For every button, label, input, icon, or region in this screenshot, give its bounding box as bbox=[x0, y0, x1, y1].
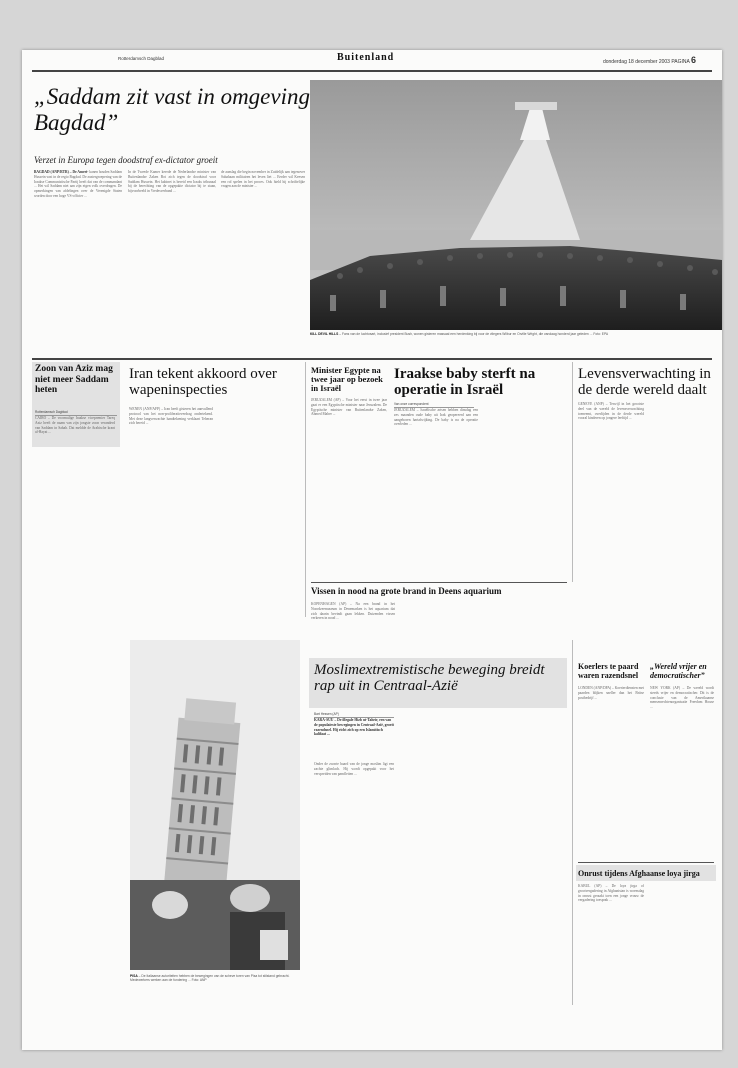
moslim-body-1: Onder de zwarte baard van de jonge moslim ligt een zachte glimlach. Hij wordt opgepakt voor het verspreiden van pamfletten ... bbox=[314, 762, 394, 776]
vissen-body-3 bbox=[488, 602, 568, 652]
pisa-tower-image bbox=[130, 640, 300, 970]
aziz-headline: Zoon van Aziz mag niet meer Saddam heten bbox=[35, 364, 113, 395]
wright-photo-caption bbox=[310, 332, 715, 348]
divider bbox=[305, 362, 306, 617]
lead-deck: Verzet in Europa tegen doodstraf ex-dictator groeit bbox=[34, 155, 218, 165]
vrijer-headline: „Wereld vrijer en democratischer” bbox=[650, 662, 707, 680]
levens-body-2 bbox=[650, 402, 714, 582]
lead-column-3: de aanslag die begin november in Zuidelijk aan tegenover Sabahaan militairen het leven liet ... Eerder wil Keesen een rol spelen in het proces. Ook hield hij schriftelijke vragen aan de minister ... bbox=[221, 170, 305, 189]
baby-kicker: Van onze correspondent bbox=[394, 402, 474, 408]
koerlers-headline: Koerlers te paard waren razendsnel bbox=[578, 662, 639, 680]
aziz-kicker: Rotterdamsch Dagblad bbox=[35, 410, 117, 416]
caption-credit: Foto: ANP bbox=[191, 978, 207, 983]
page-header bbox=[22, 50, 722, 70]
baby-headline: Iraakse baby sterft na operatie in Israël bbox=[394, 366, 536, 398]
lead-dateline: BAGDAD (ANP/RTR) – De Ameri- bbox=[34, 170, 89, 174]
divider bbox=[572, 362, 573, 582]
divider bbox=[578, 862, 714, 863]
lead-column-2: In de Tweede Kamer keerde de Nederlandse minister van Buitenlandse Zaken Bot zich tegen de doodstraf voor Saddam Hussein. Het kabinet is bereid een Iraaks tribunaal bij de berechting van de opgepakte dictator bij te staan, bijvoorbeeld in Vredesverband ... bbox=[128, 170, 216, 194]
egypte-headline: Minister Egypte na twee jaar op bezoek in Israël bbox=[311, 365, 383, 393]
issue-date: donderdag 18 december 2003 bbox=[602, 59, 670, 65]
page-info bbox=[603, 55, 696, 65]
vissen-body-2 bbox=[400, 602, 484, 652]
aziz-body: CAIRO – De voormalige Iraakse vicepremier Tareq Aziz heeft de naam van zijn jongste zoon veranderd van Saddam in Sabah. Dat meldde de Arabische krant al-Hayat ... bbox=[35, 416, 115, 435]
divider bbox=[311, 582, 567, 583]
caption-text: – Fans van de luchtvaart, inclusief president Bush, wonen gisteren massaal een herdenking bij voor de vliegers Wilbur en Orville Wright, die vandaag honderd jaar geleden ... bbox=[339, 332, 593, 336]
moslim-body-3 bbox=[483, 718, 565, 1002]
baby-body-2 bbox=[483, 408, 567, 578]
vissen-headline: Vissen in nood na grote brand in Deens aquarium bbox=[311, 586, 502, 596]
koerlers-body: LONDEN (ANP/DPA) – Koerierdiensten met paarden blijken sneller dan het Britse postbedrijf ... bbox=[578, 686, 644, 700]
divider bbox=[572, 640, 573, 1005]
moslim-lede: KARA-SUU – De illegale Hizb ut-Tahrir, een van de populairste bewegingen in Centraal-Azië, groeit razendsnel. Hij richt zich op een Islamitisch kalifaat ... bbox=[314, 718, 394, 737]
caption-credit: Foto: EPA bbox=[593, 332, 609, 336]
egypte-body: JERUZALEM (AP) – Voor het eerst in twee jaar gaat er een Egyptische minister naar Jeruzalem. De Egyptische minister van Buitenlandse Zaken, Ahmed Maher ... bbox=[311, 398, 387, 417]
page-number: 6 bbox=[690, 55, 696, 65]
lead-text-1: kanen houden Saddam Hussein vast in de regio Bagdad. De zustergroepering van de Iraakse Communistische Partij heeft dat van de commandant ... Het wil Saddam niet aan zijn eigen volk overdragen. De opmerkingen van afdelingen over de Verenigde Staten worden door een hoge VS-officier ... bbox=[34, 170, 122, 198]
wright-monument-photo bbox=[310, 80, 722, 330]
lower-section-rule bbox=[32, 358, 712, 360]
paper-name: Rotterdamsch Dagblad bbox=[118, 56, 165, 61]
vrijer-body: NEW YORK (AP) – De wereld wordt steeds vrijer en democratischer. Dit is de conclusie van de Amerikaanse mensenrechtenorganisatie Freedom House ... bbox=[650, 686, 714, 710]
moslim-kicker: Bart Hessen (AP) bbox=[314, 712, 394, 718]
levens-body-1: GENEVE (ANP) – Terwijl in het grootste deel van de wereld de levensverwachting toeneemt, overlijden in de derde wereld vooral kinderen op jongere leeftijd ... bbox=[578, 402, 644, 421]
caption-label: PISA bbox=[130, 974, 138, 978]
page-label: PAGINA bbox=[671, 59, 690, 65]
pisa-photo bbox=[130, 640, 300, 970]
lead-headline: „Saddam zit vast in omgeving Bagdad” bbox=[34, 84, 310, 135]
iran-body-2 bbox=[218, 407, 302, 542]
iran-body-1: WENEN (ANP/AFP) – Iran heeft gisteren het aanvullend protocol van het non-proliferatieverdrag ondertekend. Met deze langverwachte handtekening verklaart Teheran zich bereid ... bbox=[129, 407, 213, 426]
newspaper-page bbox=[22, 50, 722, 1050]
jirga-headline: Onrust tijdens Afghaanse loya jirga bbox=[578, 869, 700, 878]
jirga-body-1: KABUL (AP) – De loya jirga of grootvergadering in Afghanistan is woensdag in onrust geraakt toen een jonge vrouw de vergadering toesprak ... bbox=[578, 884, 644, 903]
iran-headline: Iran tekent akkoord over wapeninspecties bbox=[129, 366, 277, 398]
moslim-body-2 bbox=[398, 718, 478, 1002]
jirga-body-2 bbox=[650, 884, 714, 1004]
vissen-body-1: KOPENHAGEN (AP) – Na een brand in het Noordzeemuseum in Denemarken is het aquarium dat zich daarin bevindt gaan lekken. Duizenden vissen verkeren in nood ... bbox=[311, 602, 395, 621]
moslim-headline: Moslimextremistische beweging breidt rap uit in Centraal-Azië bbox=[314, 662, 545, 694]
caption-text: – De Italiaanse autoriteiten hebben de bewegingen van de scheve toren van Pisa tot stilstand gebracht. Medewerkers werken aan de fundering ... bbox=[130, 974, 290, 983]
lead-continuation bbox=[310, 350, 715, 356]
indonesie-body bbox=[35, 774, 115, 1004]
monument-crowd-image bbox=[310, 80, 722, 330]
header-rule bbox=[32, 70, 712, 72]
caption-label: KILL DEVIL HILLS bbox=[310, 332, 339, 336]
section-title: Buitenland bbox=[337, 52, 395, 63]
baby-body-1: JERUZALEM – Israëlische artsen hebben dinsdag een zes maanden oude baby uit Irak geopereerd aan een aangeboren hartafwijking. De baby is na de operatie overleden ... bbox=[394, 408, 478, 427]
levens-headline: Levensverwachting in de derde wereld daalt bbox=[578, 366, 711, 398]
pisa-caption bbox=[130, 974, 302, 1004]
